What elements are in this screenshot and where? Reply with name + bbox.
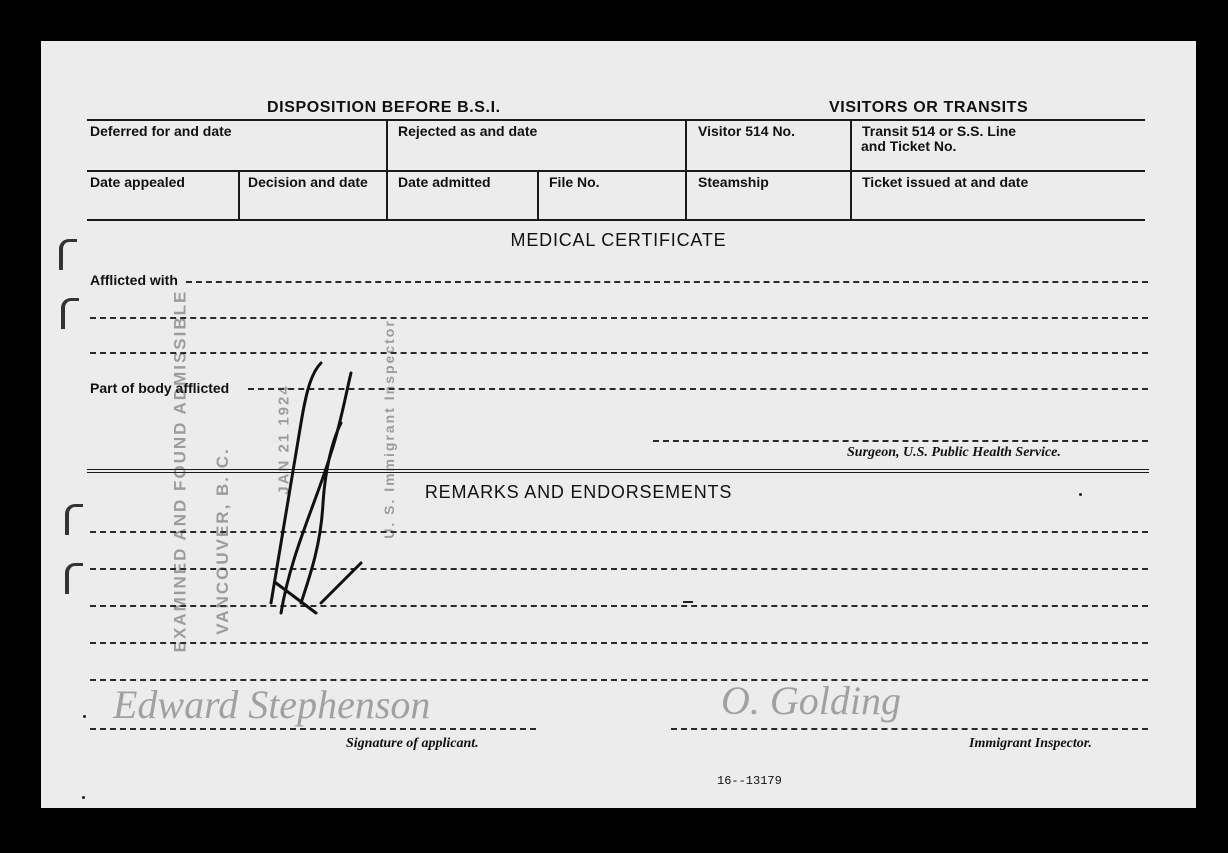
ticket-issued-label: Ticket issued at and date bbox=[862, 174, 1029, 190]
transit-514-label-line2: and Ticket No. bbox=[861, 138, 957, 154]
table-divider-sub-2 bbox=[537, 170, 539, 219]
table-divider-2 bbox=[685, 119, 687, 219]
admission-stamp-line2: VANCOUVER, B. C. bbox=[212, 447, 232, 635]
table-divider-sub-1 bbox=[238, 170, 240, 219]
decision-label: Decision and date bbox=[248, 174, 368, 190]
binder-hole-mark-bottom-lower bbox=[65, 563, 83, 594]
binder-hole-mark-bottom-upper bbox=[65, 504, 83, 535]
applicant-signature-line bbox=[90, 728, 536, 730]
table-top-rule bbox=[87, 119, 1145, 121]
speck bbox=[683, 601, 693, 603]
immigration-card bbox=[41, 41, 1196, 808]
remarks-title: REMARKS AND ENDORSEMENTS bbox=[424, 482, 733, 502]
afflicted-with-line bbox=[186, 281, 1148, 283]
file-no-label: File No. bbox=[549, 174, 600, 190]
surgeon-signature-label: Surgeon, U.S. Public Health Service. bbox=[847, 445, 1061, 460]
inspector-stamp-date: JAN 21 1924 bbox=[275, 384, 293, 495]
date-admitted-label: Date admitted bbox=[398, 174, 491, 190]
speck bbox=[82, 796, 85, 799]
deferred-label: Deferred for and date bbox=[90, 123, 232, 139]
rejected-label: Rejected as and date bbox=[398, 123, 538, 139]
inspector-stamp-line1: U. S. Immigrant Inspector bbox=[380, 319, 397, 539]
table-divider-1 bbox=[386, 119, 388, 219]
admission-stamp-line1: EXAMINED AND FOUND ADMISSIBLE bbox=[170, 289, 190, 653]
table-bottom-rule bbox=[87, 219, 1145, 221]
visitors-header: VISITORS OR TRANSITS bbox=[829, 99, 1029, 116]
binder-hole-mark-top-lower bbox=[61, 298, 79, 329]
part-of-body-label: Part of body afflicted bbox=[90, 380, 230, 396]
steamship-label: Steamship bbox=[698, 174, 769, 190]
table-mid-rule bbox=[87, 170, 1145, 172]
speck bbox=[1079, 493, 1082, 496]
surgeon-signature-line bbox=[653, 440, 1148, 442]
inspector-signature-label: Immigrant Inspector. bbox=[969, 736, 1092, 751]
medical-certificate-title: MEDICAL CERTIFICATE bbox=[510, 230, 727, 250]
date-appealed-label: Date appealed bbox=[90, 174, 185, 190]
speck bbox=[83, 715, 86, 718]
transit-514-label-line1: Transit 514 or S.S. Line bbox=[862, 123, 1017, 139]
visitor-514-label: Visitor 514 No. bbox=[698, 123, 796, 139]
table-divider-3 bbox=[850, 119, 852, 219]
applicant-signature-label: Signature of applicant. bbox=[346, 736, 479, 751]
form-number: 16--13179 bbox=[717, 774, 782, 788]
inspector-signature-line bbox=[671, 728, 1148, 730]
inspector-handwritten-signature: O. Golding bbox=[721, 678, 901, 723]
applicant-handwritten-signature: Edward Stephenson bbox=[113, 682, 431, 727]
handwritten-initials bbox=[261, 303, 371, 623]
disposition-header: DISPOSITION BEFORE B.S.I. bbox=[267, 99, 501, 116]
afflicted-with-label: Afflicted with bbox=[90, 272, 178, 288]
